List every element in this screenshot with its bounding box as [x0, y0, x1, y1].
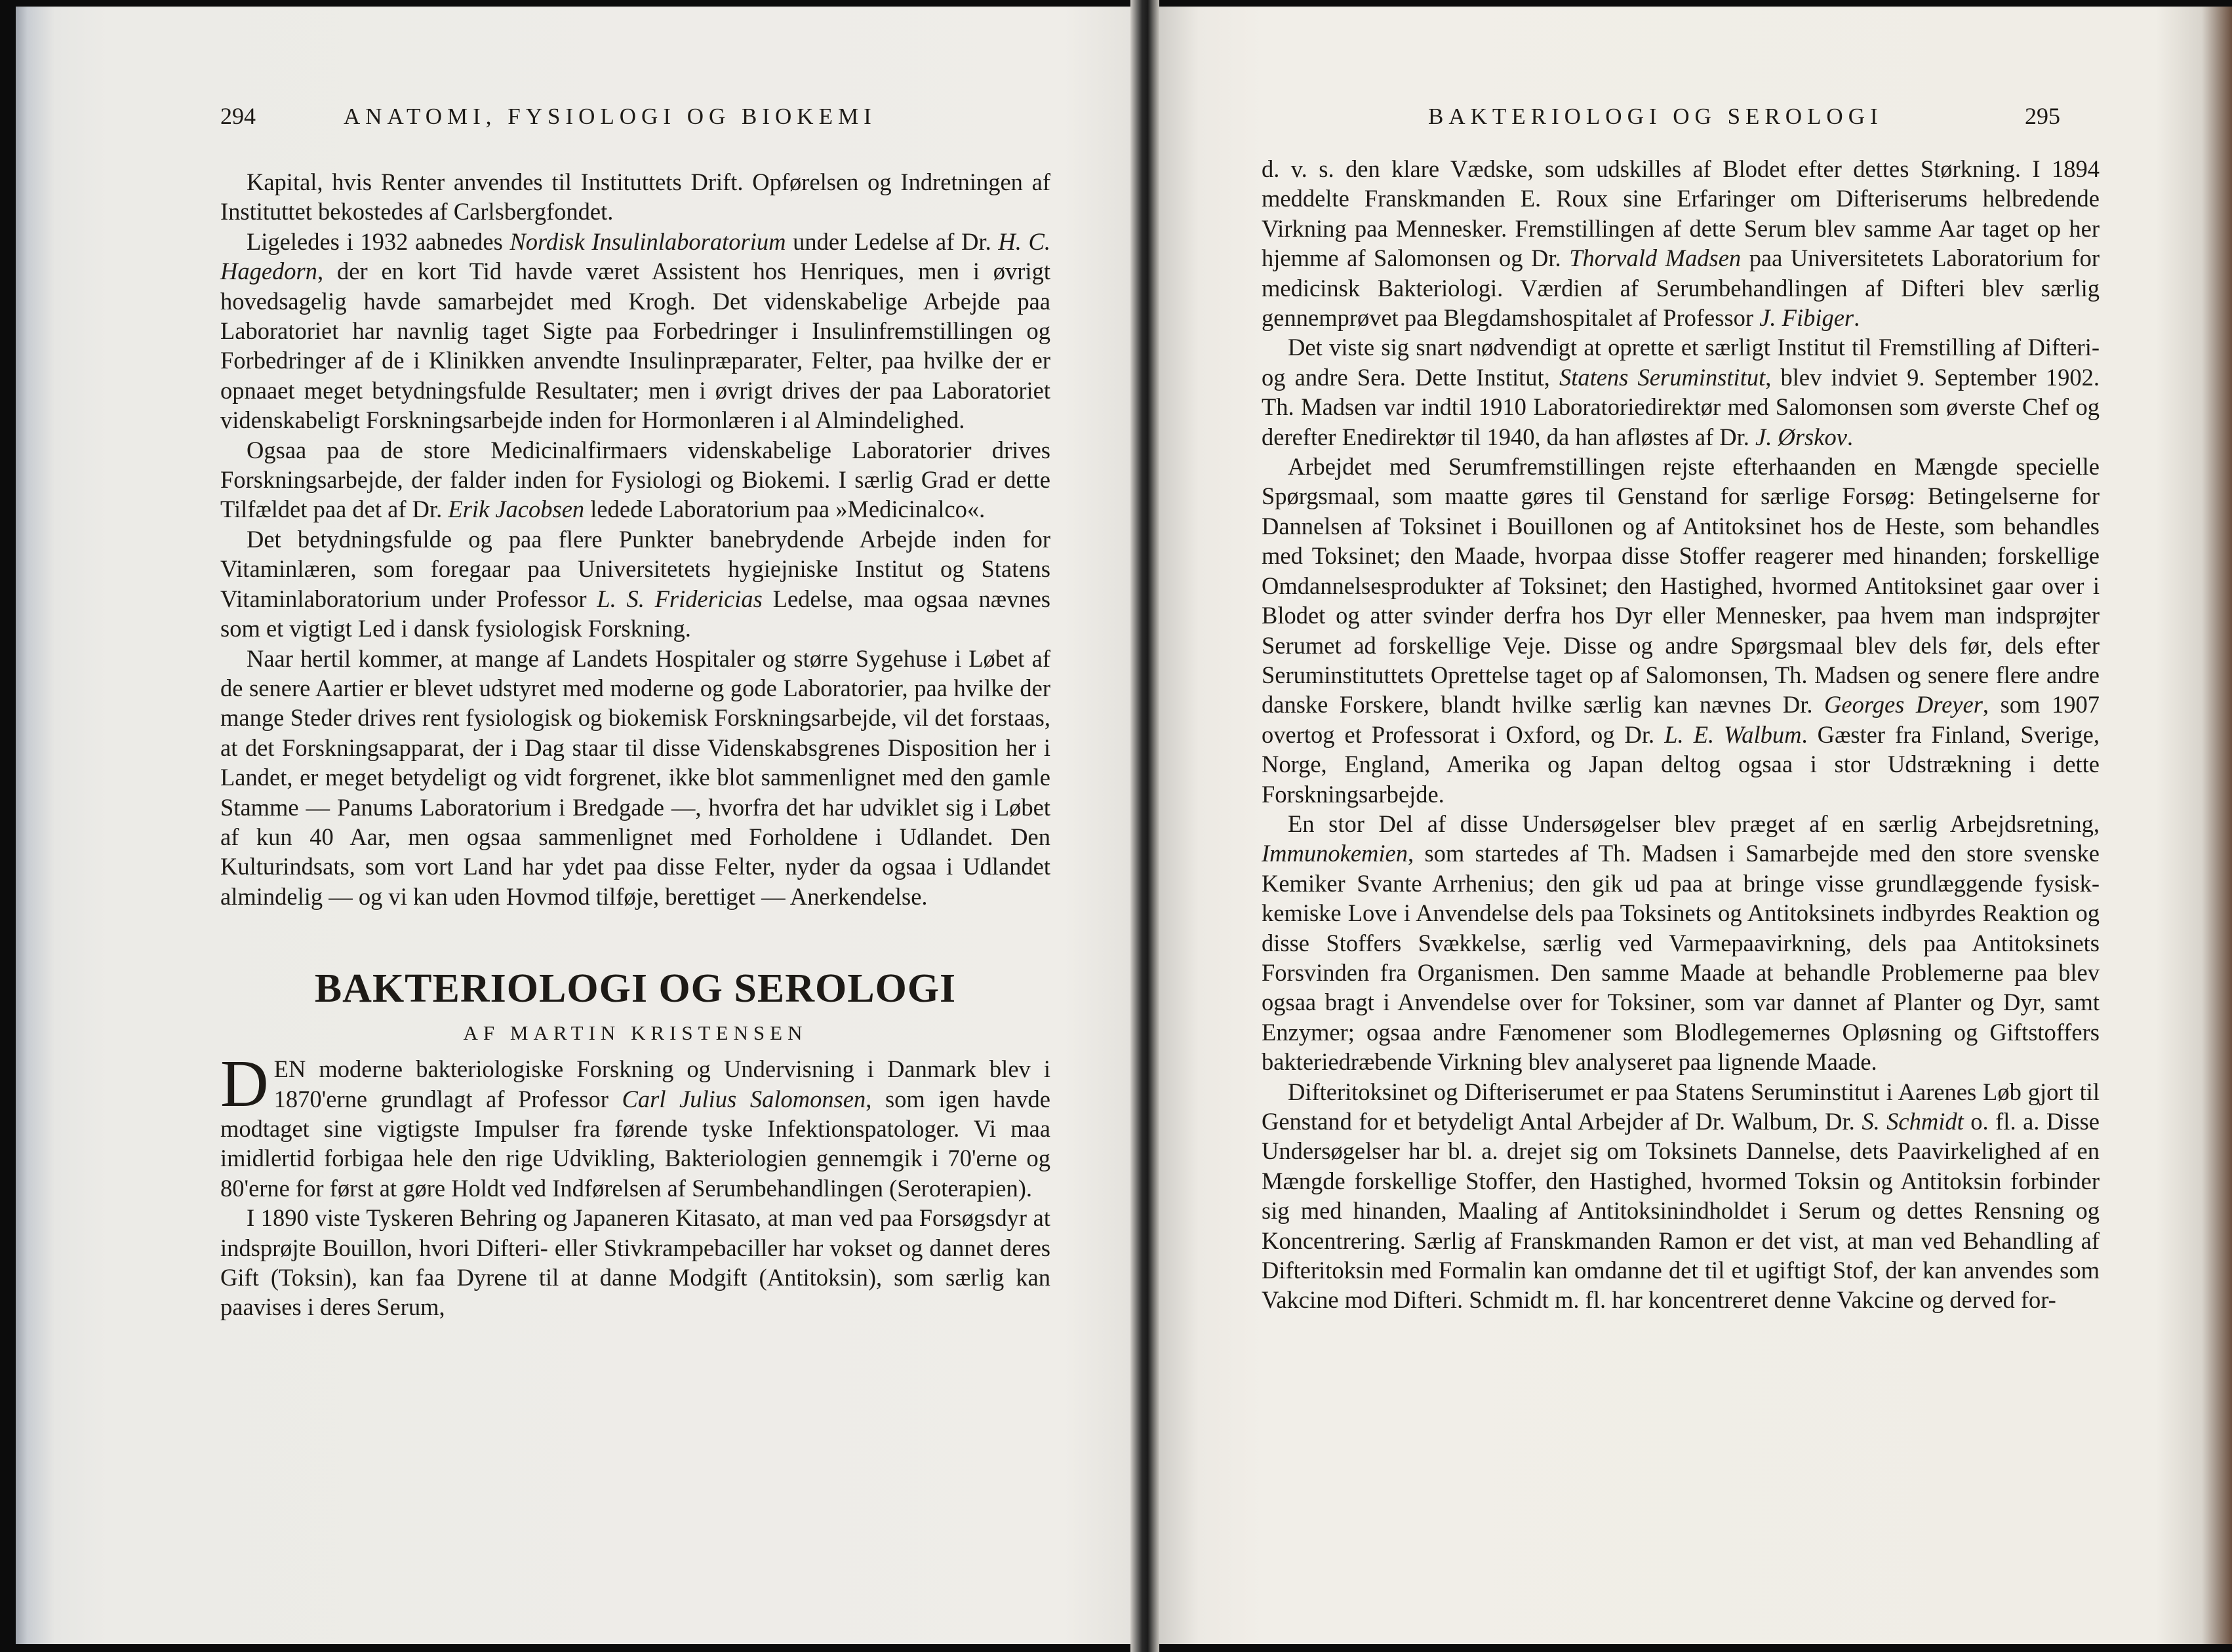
text-run: , blev indviet 9. September 1902. Th. Madsen var indtil 1910 Laboratoriedirektør med Salomonsen som øverste Chef og derefter Enedirektør til 1940, da han afløstes af Dr. — [1262, 363, 2100, 450]
text-run: EN moderne bakteriologiske Forskning og Undervisning i Danmark blev i 1870'erne grundlagt af Professor — [273, 1055, 1050, 1112]
section-paragraphs — [220, 1047, 1050, 1322]
text-run: Ledelse, maa ogsaa nævnes som et vigtigt Led i dansk fysiologisk Forskning. — [220, 585, 1051, 642]
text-run: Det viste sig snart nødvendigt at oprette et særligt Institut til Fremstilling af Difteri- og andre Sera. Dette Institut, — [1262, 334, 2100, 391]
italic-text: Carl Julius Salomonsen — [622, 1085, 866, 1112]
italic-text: Georges Dreyer — [1824, 691, 1983, 718]
italic-text: L. E. Walbum — [1664, 720, 1802, 748]
drop-cap: D — [220, 1047, 269, 1122]
italic-text: J. Fibiger — [1759, 304, 1854, 332]
page-number-right: 295 — [2025, 103, 2060, 129]
text-run: , der en kort Tid havde været Assistent hos Henriques, men i øvrigt hovedsagelig havde samarbejdet med Krogh. Det videnskabelige Arbejde paa Laboratoriet har navnlig taget Sigte paa Forbedringer i Insulinfremstillingen og Forbedringer af de i Klinikken anvendte Insulinpræparater, Felter, paa hvilke der er opnaaet meget betydningsfulde Resultater; men i øvrigt drives der paa Laboratoriet videnskabeligt Forskningsarbejde inden for Hormonlæren i al Almindelighed. — [220, 258, 1050, 434]
text-run: Kapital, hvis Renter anvendes til Instituttets Drift. Opførelsen og Indretningen af Instituttet bekostedes af Carlsbergfondet. — [220, 168, 1050, 226]
text-run: paa Universitetets Laboratorium for medicinsk Bakteriologi. Værdien af Serumbehandlingen af Difteri blev særlig gennemprøvet paa Blegdamshospitalet af Professor — [1262, 245, 2100, 332]
italic-text: Immunokemien — [1262, 840, 1408, 867]
text-run: , som startedes af Th. Madsen i Samarbejde med den store svenske Kemiker Svante Arrhenius; den gik ud paa at bringe visse grundlæggende fysisk-kemiske Love i Anvendelse dels paa Toksinets og Antitoksinets indbyrdes Reaktion og disse Stoffers Svækkelse, særlig ved Varmepaavirkning, dels paa Antitoksinets Forsvinden fra Organismen. Den samme Maade at behandle Problemerne paa blev ogsaa bragt i Anvendelse over for Toksiner, som var dannet af Planter og Dyr, samt Enzymer; ogsaa andre Fænomener som Blodlegemernes Opløsning og Giftstoffers bakteriedræbende Virkning blev analyseret paa lignende Maade. — [1262, 840, 2100, 1076]
italic-text: Statens Seruminstitut — [1559, 363, 1766, 391]
paragraph — [220, 524, 1050, 644]
paragraph — [1262, 332, 2100, 452]
text-run: d. v. s. den klare Vædske, som udskilles af Blodet efter dettes Størkning. I 1894 meddelte Franskmanden E. Roux sine Erfaringer om Difteriserums helbredende Virkning paa Mennesker. Fremstillingen af dette Serum blev samme Aar taget op her hjemme af Salomonsen og Dr. — [1262, 155, 2100, 272]
paragraph — [1262, 452, 2100, 809]
left-body-text — [220, 167, 1050, 1322]
paragraph — [220, 435, 1050, 524]
italic-text: Erik Jacobsen — [448, 496, 585, 523]
paragraph — [220, 644, 1050, 912]
page-number-left: 294 — [220, 103, 256, 129]
paragraph — [220, 227, 1050, 435]
paragraph — [220, 1203, 1050, 1322]
paragraph — [1262, 154, 2100, 332]
text-run: . — [1846, 423, 1854, 450]
text-run: ledede Laboratorium paa »Medicinalco«. — [584, 496, 986, 523]
italic-text: S. Schmidt — [1862, 1108, 1964, 1135]
text-run: Arbejdet med Serumfremstillingen rejste efterhaanden en Mængde specielle Spørgsmaal, som maatte gøres til Genstand for særlige Forsøg: Betingelserne for Dannelsen af Toksinet i Bouillonen og af Antitoksinet hos de Heste, som behandles med Toksinet; den Maade, hvorpaa disse Stoffer reagerer med hinanden; forskellige Omdannelsesprodukter af Toksinet; den Hastighed, hvormed Antitoksinet gaar over i Blodet og atter svinder derfra hos Dyr eller Mennesker, paa hvem man indsprøjter Serumet ad forskellige Veje. Disse og andre Spørgsmaal blev dels før, dels efter Seruminstituttets Oprettelse taget op af Salomonsen, Th. Madsen og senere flere andre danske Forskere, blandt hvilke særlig kan nævnes Dr. — [1262, 453, 2100, 718]
italic-text: Nordisk Insulinlaboratorium — [509, 227, 786, 255]
byline: AF MARTIN KRISTENSEN — [463, 1021, 808, 1045]
text-run: I 1890 viste Tyskeren Behring og Japaneren Kitasato, at man ved paa Forsøgsdyr at indsprøjte Bouillon, hvori Difteri- eller Stivkrampebaciller har vokset og dannet deres Gift (Toksin), kan faa Dyrene til at danne Modgift (Antitoksin), som særlig kan paavises i deres Serum, — [220, 1204, 1050, 1321]
running-head-right: BAKTERIOLOGI OG SEROLOGI — [1428, 104, 1883, 129]
paragraph — [1262, 1077, 2100, 1315]
italic-text: L. S. Fridericias — [597, 585, 763, 612]
text-run: Naar hertil kommer, at mange af Landets Hospitaler og større Sygehuse i Løbet af de senere Aartier er blevet udstyret med moderne og gode Laboratorier, paa hvilke der mange Steder drives rent fysiologisk og biokemisk Forskningsarbejde, vil det forstaas, at det Forskningsapparat, der i Dag staar til disse Videnskabsgrenes Disposition her i Landet, er meget betydeligt og vidt forgrenet, ikke blot sammenlignet med den gamle Stamme — Panums Laboratorium i Bredgade —, hvorfra det har udviklet sig i Løbet af kun 40 Aar, men ogsaa sammenlignet med Forholdene i Udlandet. Den Kulturindsats, som vort Land har ydet paa disse Felter, nyder da ogsaa i Udlandet almindelig — og vi kan uden Hovmod tilføje, berettiget — Anerkendelse. — [220, 644, 1050, 910]
text-run: under Ledelse af Dr. — [786, 227, 999, 255]
running-head-left: ANATOMI, FYSIOLOGI OG BIOKEMI — [344, 104, 877, 129]
paragraph — [220, 167, 1050, 227]
right-paragraphs — [1262, 154, 2100, 1315]
text-run: . — [1854, 304, 1860, 332]
right-page — [1159, 7, 2232, 1644]
text-run: Ligeledes i 1932 aabnedes — [247, 227, 510, 255]
text-run: , som igen havde modtaget sine vigtigste Impulser fra førende tyske Infektionspatologer. Vi maa imidlertid forbigaa hele den rige Udvikling, Bakteriologien gennemgik i 70'erne og 80'erne for først at gøre Holdt ved Indførelsen af Serumbehandlingen (Seroterapien). — [220, 1085, 1050, 1202]
left-page — [16, 7, 1130, 1644]
text-run: o. fl. a. Disse Undersøgelser har bl. a. drejet sig om Toksinets Dannelse, dets Paavirkelighed af en Mængde forskellige Stoffer, den Hastighed, hvormed Toksin og Antitoksin forbinder sig med hinanden, Maaling af Antitoksinindholdet i Serum og dettes Rensning og Koncentrering. Særlig af Franskmanden Ramon er det vist, at man ved Behandling af Difteritoksin med Formalin kan omdanne det til et ugiftigt Stof, der kan anvendes som Vakcine mod Difteri. Schmidt m. fl. har koncentreret denne Vakcine og derved for- — [1262, 1108, 2100, 1314]
text-run: Ogsaa paa de store Medicinalfirmaers videnskabelige Laboratorier drives Forskningsarbejde, der falder inden for Fysiologi og Biokemi. I særlig Grad er dette Tilfældet paa det af Dr. — [220, 436, 1050, 523]
paragraph — [220, 1047, 1050, 1203]
book-gutter — [1130, 0, 1159, 1652]
text-run: En stor Del af disse Undersøgelser blev præget af en særlig Arbejdsretning, — [1288, 810, 2100, 837]
text-run: . Gæster fra Finland, Sverige, Norge, England, Amerika og Japan deltog ogsaa i stor Udstrækning i dette Forskningsarbejde. — [1262, 720, 2100, 808]
left-paragraphs — [220, 167, 1050, 911]
text-run: Det betydningsfulde og paa flere Punkter banebrydende Arbejde inden for Vitaminlæren, som foregaar paa Universitetets hygiejniske Institut og Statens Vitaminlaboratorium under Professor — [220, 525, 1050, 612]
italic-text: Thorvald Madsen — [1569, 245, 1742, 272]
italic-text: J. Ørskov — [1755, 423, 1847, 450]
paragraph — [1262, 809, 2100, 1077]
text-run: Difteritoksinet og Difteriserumet er paa Statens Seruminstitut i Aarenes Løb gjort til Genstand for et betydeligt Antal Arbejder af Dr. Walbum, Dr. — [1262, 1078, 2100, 1135]
text-run: , som 1907 overtog et Professorat i Oxford, og Dr. — [1262, 691, 2100, 748]
right-body-text — [1262, 154, 2100, 1315]
italic-text: H. C. Hagedorn — [220, 227, 1050, 285]
section-title: BAKTERIOLOGI OG SEROLOGI — [314, 966, 957, 1012]
